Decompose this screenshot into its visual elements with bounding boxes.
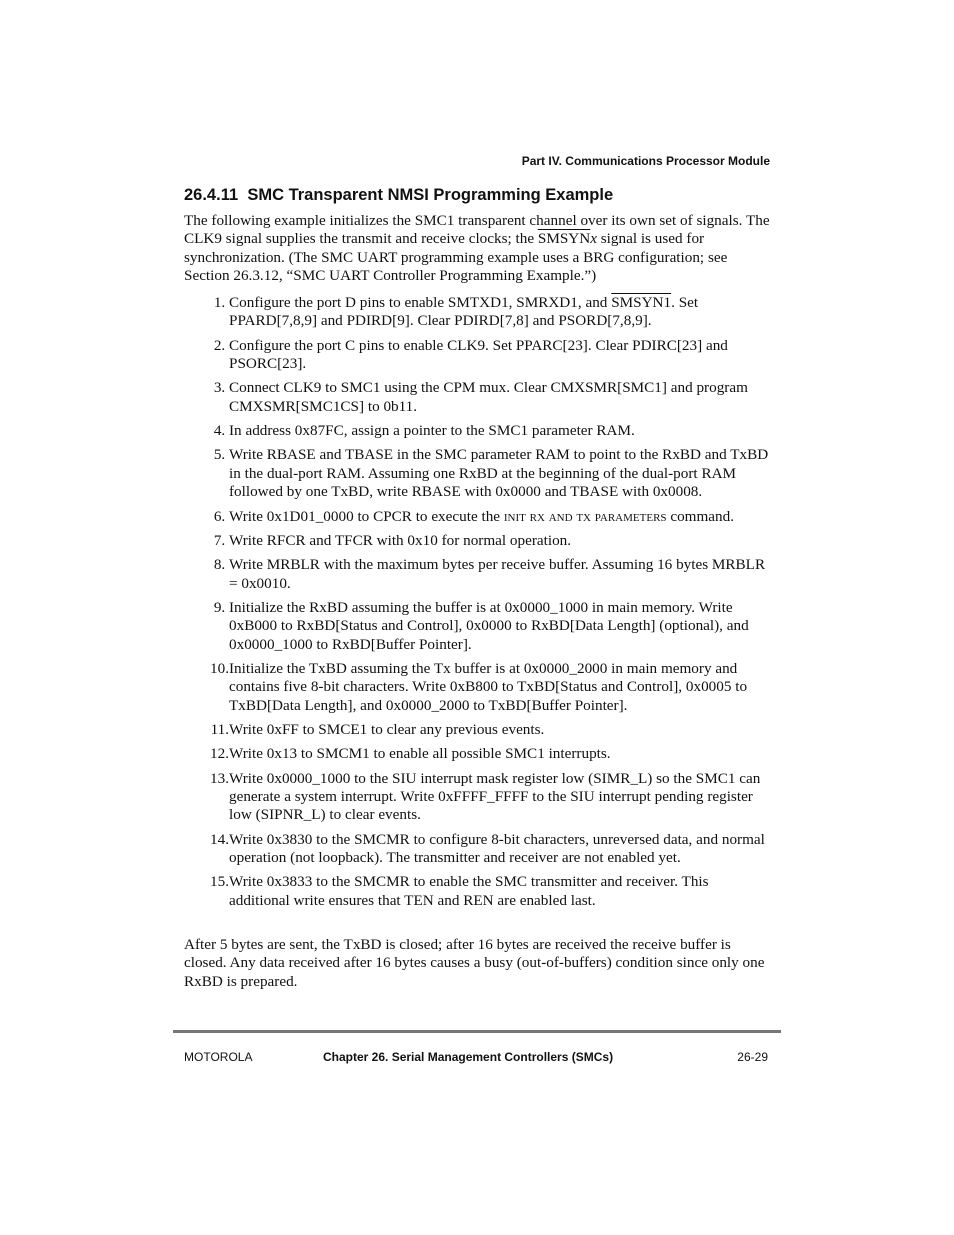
list-item <box>184 660 772 715</box>
step-text: Initialize the RxBD assuming the buffer is at 0x0000_1000 in main memory. Write 0xB000 to RxBD[Status and Control], 0x0000 to RxBD[Data Length] (optional), and 0x0000_1000 to RxBD[Buffer Pointer]. <box>229 598 749 653</box>
intro-text-1: The following example initializes the SMC1 transparent channel over its own set of signals. The CLK9 signal supplies the transmit and receive clocks; the <box>184 212 770 248</box>
list-item <box>184 873 772 910</box>
intro-text-2: signal is used for synchronization. (The SMC UART programming example uses a BRG configuration; see Section 26.3.12, “SMC UART Controller Programming Example.”) <box>184 230 728 285</box>
footer-chapter-title: Chapter 26. Serial Management Controllers (SMCs) <box>323 1050 614 1064</box>
list-item <box>184 599 772 654</box>
footer-rule <box>173 1030 781 1033</box>
list-item <box>184 446 772 501</box>
step-number: 2. <box>213 336 226 354</box>
step-number: 12. <box>210 745 229 763</box>
step-text: Write 0x1D01_0000 to CPCR to execute the init rx and tx parameters command. <box>229 507 735 525</box>
step-number: 9. <box>213 598 226 616</box>
list-item <box>184 422 772 440</box>
steps-list <box>184 294 772 916</box>
step-number: 13. <box>210 769 229 787</box>
step-number: 15. <box>210 873 229 891</box>
step-number: 4. <box>213 422 226 440</box>
list-item <box>184 294 772 331</box>
footer-company: MOTOROLA <box>184 1050 253 1064</box>
step-number: 7. <box>213 531 226 549</box>
list-item <box>184 556 772 593</box>
list-item <box>184 831 772 868</box>
step-text: Connect CLK9 to SMC1 using the CPM mux. Clear CMXSMR[SMC1] and program CMXSMR[SMC1CS] to 0b11. <box>229 379 748 415</box>
step-number: 10. <box>210 659 229 677</box>
step-number: 8. <box>213 556 226 574</box>
overlined-signal: SMSYN1 <box>611 294 672 311</box>
list-item <box>184 721 772 739</box>
list-item <box>184 508 772 526</box>
signal-suffix: x <box>590 230 597 248</box>
step-number: 3. <box>213 379 226 397</box>
command-name: init rx and tx parameters <box>503 507 667 525</box>
step-text: Write 0xFF to SMCE1 to clear any previous events. <box>229 721 545 739</box>
step-text: Write 0x13 to SMCM1 to enable all possible SMC1 interrupts. <box>229 745 611 763</box>
section-title: SMC Transparent NMSI Programming Example <box>247 186 614 204</box>
step-number: 5. <box>213 446 226 464</box>
step-number: 14. <box>210 830 229 848</box>
step-text: Write RBASE and TBASE in the SMC parameter RAM to point to the RxBD and TxBD in the dual-port RAM. Assuming one RxBD at the beginning of the dual-port RAM followed by one TxBD, write RBASE with 0x0000 and TBASE with 0x0008. <box>229 446 769 501</box>
section-heading <box>184 186 784 205</box>
step-number: 1. <box>213 294 226 311</box>
list-item <box>184 337 772 374</box>
step-text: Configure the port C pins to enable CLK9. Set PPARC[23]. Clear PDIRC[23] and PSORC[23]. <box>229 336 728 373</box>
closing-paragraph: After 5 bytes are sent, the TxBD is closed; after 16 bytes are received the receive buffer is closed. Any data received after 16 bytes causes a busy (out-of-buffers) condition since only one RxBD is prepared. <box>184 936 765 990</box>
step-text: Write 0x0000_1000 to the SIU interrupt mask register low (SIMR_L) so the SMC1 can generate a system interrupt. Write 0xFFFF_FFFF to the SIU interrupt pending register low (SIPNR_L) to clear events. <box>229 769 761 824</box>
list-item <box>184 379 772 416</box>
step-text: Write MRBLR with the maximum bytes per receive buffer. Assuming 16 bytes MRBLR = 0x0010. <box>229 556 766 592</box>
step-text: Write 0x3833 to the SMCMR to enable the SMC transmitter and receiver. This additional write ensures that TEN and REN are enabled last. <box>229 873 709 909</box>
list-item <box>184 770 772 825</box>
step-text: Write RFCR and TFCR with 0x10 for normal operation. <box>229 531 572 549</box>
step-text: Initialize the TxBD assuming the Tx buffer is at 0x0000_2000 in main memory and contains five 8-bit characters. Write 0xB800 to TxBD[Status and Control], 0x0005 to TxBD[Data Length], and 0x0000_2000 to TxBD[Buffer Pointer]. <box>229 659 748 714</box>
step-text: Configure the port D pins to enable SMTXD1, SMRXD1, and SMSYN1. Set PPARD[7,8,9] and PDIRD[9]. Clear PDIRD[7,8] and PSORD[7,8,9]. <box>229 294 699 330</box>
intro-paragraph <box>184 212 772 286</box>
list-item <box>184 745 772 763</box>
step-text: Write 0x3830 to the SMCMR to configure 8-bit characters, unreversed data, and normal operation (not loopback). The transmitter and receiver are not enabled yet. <box>229 830 765 867</box>
step-text: In address 0x87FC, assign a pointer to the SMC1 parameter RAM. <box>229 422 635 440</box>
page-number: 26-29 <box>737 1050 768 1064</box>
step-number: 11. <box>210 721 229 739</box>
step-number: 6. <box>213 507 226 525</box>
signal-name: SMSYN <box>537 230 591 248</box>
running-header: Part IV. Communications Processor Module <box>521 154 770 168</box>
section-number: 26.4.11 <box>184 186 239 204</box>
list-item <box>184 532 772 550</box>
